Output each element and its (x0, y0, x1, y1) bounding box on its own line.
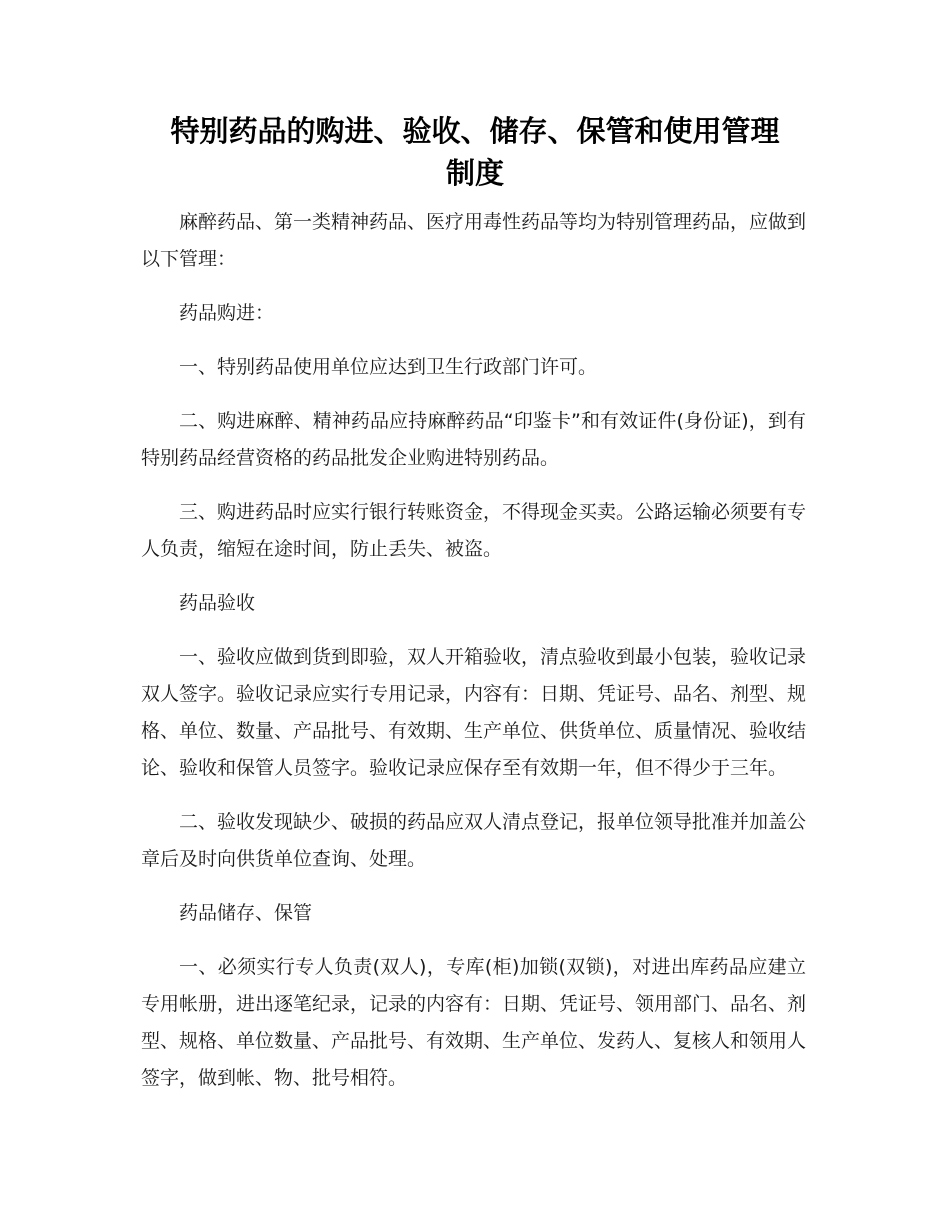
section-heading-storage: 药品储存、保管 (179, 902, 313, 924)
purchase-item-3: 三、购进药品时应实行银行转账资金，不得现金买卖。公路运输必须要有专人负责，缩短在途时间，防止丢失、被盗。 (141, 501, 807, 560)
acceptance-item-1: 一、验收应做到货到即验，双人开箱验收，清点验收到最小包装，验收记录双人签字。验收记录应实行专用记录，内容有：日期、凭证号、品名、剂型、规格、单位、数量、产品批号、有效期、生产单位、供货单位、质量情况、验收结论、验收和保管人员签字。验收记录应保存至有效期一年，但不得少于三年。 (141, 646, 807, 779)
section-heading-purchase: 药品购进： (179, 302, 275, 324)
purchase-item-1: 一、特别药品使用单位应达到卫生行政部门许可。 (179, 356, 598, 378)
title-line-2: 制度 (445, 156, 504, 190)
storage-item-1: 一、必须实行专人负责(双人)，专库(柜)加锁(双锁)，对进出库药品应建立专用帐册，进出逐笔纪录，记录的内容有：日期、凭证号、领用部门、品名、剂型、规格、单位数量、产品批号、有效期、生产单位、发药人、复核人和领用人签字，做到帐、物、批号相符。 (141, 956, 807, 1089)
section-heading-acceptance: 药品验收 (179, 592, 256, 614)
acceptance-item-2: 二、验收发现缺少、破损的药品应双人清点登记，报单位领导批准并加盖公章后及时向供货单位查询、处理。 (141, 811, 807, 870)
document-body (141, 204, 806, 1114)
title-line-1: 特别药品的购进、验收、储存、保管和使用管理 (170, 114, 780, 148)
document-title (140, 110, 810, 194)
intro-paragraph: 麻醉药品、第一类精神药品、医疗用毒性药品等均为特别管理药品，应做到以下管理： (141, 211, 807, 270)
purchase-item-2: 二、购进麻醉、精神药品应持麻醉药品“印鉴卡”和有效证件(身份证)，到有特别药品经营资格的药品批发企业购进特别药品。 (141, 410, 806, 469)
